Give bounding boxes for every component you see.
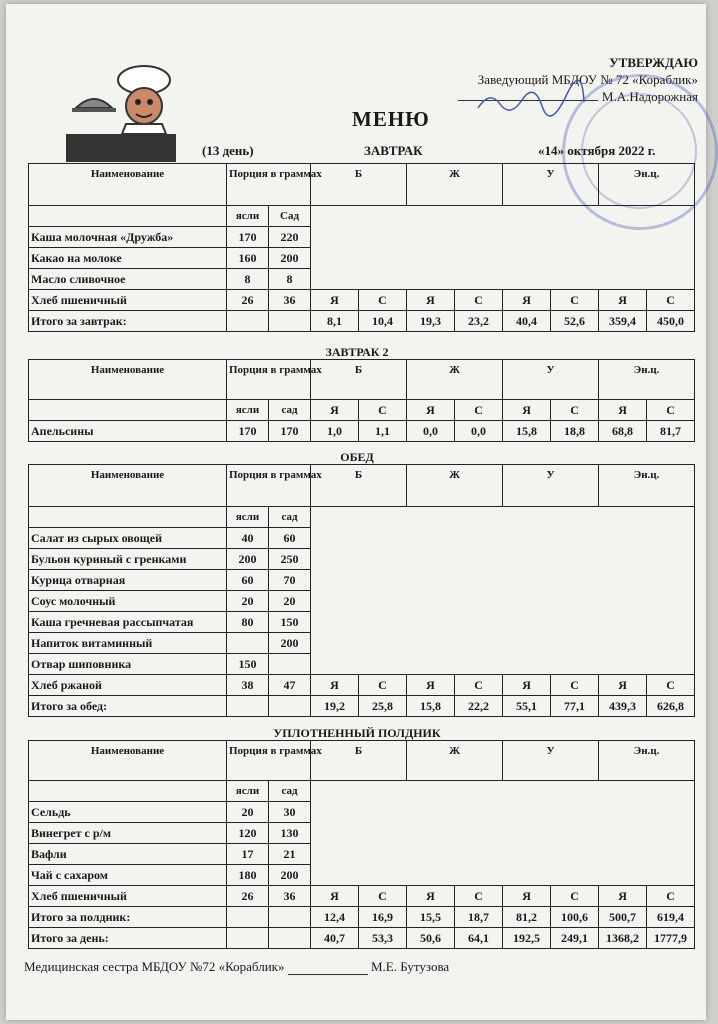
dish-name: Салат из сырых овощей [29,528,227,549]
col-nursery: Я [311,886,359,907]
col-kindergarten: С [359,290,407,311]
sub-kindergarten: сад [269,507,311,528]
approval-name: М.А.Надорожная [601,89,698,104]
portion-nursery: 160 [227,248,269,269]
col-kindergarten: С [647,675,695,696]
handwritten-signature [476,88,586,114]
nutrient-value: 15,8 [503,421,551,442]
portion-kindergarten: 220 [269,227,311,248]
header-energy: Эн.ц. [599,741,695,781]
blank-cell [269,696,311,717]
col-kindergarten: С [455,675,503,696]
blank-cell [29,206,227,227]
day-total-row [29,928,695,949]
col-nursery: Я [503,400,551,421]
portion-nursery: 170 [227,227,269,248]
col-kindergarten: С [359,675,407,696]
total-row [29,696,695,717]
table-row [29,675,695,696]
total-value: 22,2 [455,696,503,717]
blank-cell [269,907,311,928]
dish-name: Каша молочная «Дружба» [29,227,227,248]
col-nursery: Я [407,290,455,311]
portion-kindergarten: 21 [269,844,311,865]
col-nursery: Я [503,290,551,311]
portion-nursery: 20 [227,802,269,823]
dish-name: Бульон куриный с гренками [29,549,227,570]
footer-signer: Медицинская сестра МБДОУ №72 «Кораблик» [24,959,285,974]
total-label: Итого за завтрак: [29,311,227,332]
day-number: (13 день) [202,143,254,158]
section-breakfast: ЗАВТРАК [364,143,423,158]
menu-date: «14» октября 2022 г. [538,143,656,158]
header-proteins: Б [311,465,407,507]
blank-cell [227,907,269,928]
col-nursery: Я [599,290,647,311]
menu-sheet [6,4,706,1020]
header-carbs: У [503,465,599,507]
table-row [29,886,695,907]
col-nursery: Я [503,886,551,907]
total-value: 18,7 [455,907,503,928]
dish-name: Хлеб ржаной [29,675,227,696]
portion-kindergarten [269,654,311,675]
portion-kindergarten: 36 [269,886,311,907]
portion-kindergarten: 8 [269,269,311,290]
col-nursery: Я [311,675,359,696]
total-value: 8,1 [311,311,359,332]
dish-name: Сельдь [29,802,227,823]
col-nursery: Я [407,886,455,907]
total-value: 25,8 [359,696,407,717]
sub-kindergarten: сад [269,781,311,802]
portion-nursery: 80 [227,612,269,633]
dish-name: Винегрет с р/м [29,823,227,844]
header-proteins: Б [311,360,407,400]
total-label: Итого за обед: [29,696,227,717]
col-kindergarten: С [551,400,599,421]
col-nursery: Я [503,675,551,696]
col-kindergarten: С [359,400,407,421]
day-total-label: Итого за день: [29,928,227,949]
header-fats: Ж [407,360,503,400]
blank-area [311,781,695,886]
portion-nursery: 200 [227,549,269,570]
portion-kindergarten: 200 [269,865,311,886]
dish-name: Хлеб пшеничный [29,290,227,311]
total-value: 19,2 [311,696,359,717]
table-row [29,290,695,311]
header-carbs: У [503,360,599,400]
blank-cell [269,311,311,332]
chef-illustration [66,62,186,162]
dish-name: Вафли [29,844,227,865]
header-name: Наименование [29,360,227,400]
nutrient-value: 1,1 [359,421,407,442]
approval-title: УТВЕРЖДАЮ [609,55,698,70]
col-nursery: Я [407,400,455,421]
portion-nursery: 180 [227,865,269,886]
total-value: 359,4 [599,311,647,332]
sub-kindergarten: сад [269,400,311,421]
blank-cell [29,400,227,421]
portion-nursery: 40 [227,528,269,549]
portion-nursery: 8 [227,269,269,290]
day-total-value: 1368,2 [599,928,647,949]
col-nursery: Я [407,675,455,696]
nutrient-value: 18,8 [551,421,599,442]
portion-kindergarten: 150 [269,612,311,633]
portion-kindergarten: 250 [269,549,311,570]
portion-nursery [227,633,269,654]
portion-kindergarten: 60 [269,528,311,549]
portion-kindergarten: 70 [269,570,311,591]
blank-cell [227,311,269,332]
header-carbs: У [503,741,599,781]
total-value: 16,9 [359,907,407,928]
header-fats: Ж [407,465,503,507]
dish-name: Соус молочный [29,591,227,612]
portion-kindergarten: 30 [269,802,311,823]
total-value: 81,2 [503,907,551,928]
portion-nursery: 150 [227,654,269,675]
sub-nursery: ясли [227,206,269,227]
total-value: 10,4 [359,311,407,332]
col-nursery: Я [311,290,359,311]
breakfast2-table [28,359,695,442]
header-portion: Порция в граммах [227,360,311,400]
day-total-value: 53,3 [359,928,407,949]
header-proteins: Б [311,741,407,781]
total-value: 500,7 [599,907,647,928]
snack-table [28,740,695,949]
portion-nursery: 38 [227,675,269,696]
portion-kindergarten: 20 [269,591,311,612]
total-value: 12,4 [311,907,359,928]
header-energy: Эн.ц. [599,465,695,507]
portion-nursery: 17 [227,844,269,865]
col-nursery: Я [599,675,647,696]
col-kindergarten: С [455,290,503,311]
header-energy: Эн.ц. [599,164,695,206]
lunch-table [28,464,695,717]
total-value: 15,8 [407,696,455,717]
nutrient-value: 81,7 [647,421,695,442]
dish-name: Апельсины [29,421,227,442]
total-value: 23,2 [455,311,503,332]
header-name: Наименование [29,164,227,206]
page-title: МЕНЮ [352,107,430,131]
portion-kindergarten: 47 [269,675,311,696]
section-lunch: ОБЕД [340,450,374,464]
section-snack: УПЛОТНЕННЫЙ ПОЛДНИК [273,726,441,740]
dish-name: Каша гречневая рассыпчатая [29,612,227,633]
day-total-value: 40,7 [311,928,359,949]
col-kindergarten: С [551,886,599,907]
header-portion: Порция в граммах [227,164,311,206]
col-nursery: Я [599,886,647,907]
header-name: Наименование [29,465,227,507]
total-value: 40,4 [503,311,551,332]
sub-nursery: ясли [227,781,269,802]
blank-cell [29,781,227,802]
col-kindergarten: С [647,886,695,907]
total-row [29,311,695,332]
nutrient-value: 1,0 [311,421,359,442]
day-total-value: 1777,9 [647,928,695,949]
dish-name: Чай с сахаром [29,865,227,886]
portion-kindergarten: 130 [269,823,311,844]
blank-cell [269,928,311,949]
dish-name: Какао на молоке [29,248,227,269]
portion-nursery: 170 [227,421,269,442]
col-kindergarten: С [551,290,599,311]
portion-kindergarten: 200 [269,633,311,654]
blank-cell [227,928,269,949]
portion-nursery: 60 [227,570,269,591]
sub-nursery: ясли [227,507,269,528]
total-value: 100,6 [551,907,599,928]
portion-nursery: 26 [227,886,269,907]
header-portion: Порция в граммах [227,741,311,781]
sub-nursery: ясли [227,400,269,421]
dish-name: Напиток витаминный [29,633,227,654]
portion-kindergarten: 36 [269,290,311,311]
total-row [29,907,695,928]
total-value: 15,5 [407,907,455,928]
total-value: 439,3 [599,696,647,717]
day-total-value: 249,1 [551,928,599,949]
approval-position: Заведующий МБДОУ № 72 «Кораблик» [477,72,698,87]
day-total-value: 64,1 [455,928,503,949]
total-value: 619,4 [647,907,695,928]
portion-nursery: 26 [227,290,269,311]
total-value: 55,1 [503,696,551,717]
total-value: 450,0 [647,311,695,332]
total-value: 19,3 [407,311,455,332]
day-total-value: 50,6 [407,928,455,949]
col-nursery: Я [311,400,359,421]
header-fats: Ж [407,741,503,781]
dish-name: Масло сливочное [29,269,227,290]
total-value: 626,8 [647,696,695,717]
dish-name: Курица отварная [29,570,227,591]
header-carbs: У [503,164,599,206]
footer-name: М.Е. Бутузова [370,959,450,974]
day-total-value: 192,5 [503,928,551,949]
footer-signature [24,959,449,975]
table-row [29,421,695,442]
col-kindergarten: С [551,675,599,696]
col-kindergarten: С [455,886,503,907]
sub-kindergarten: Сад [269,206,311,227]
blank-area [311,507,695,675]
footer-signature-line [288,974,368,975]
blank-area [311,206,695,290]
header-energy: Эн.ц. [599,360,695,400]
col-kindergarten: С [647,290,695,311]
header-proteins: Б [311,164,407,206]
header-portion: Порция в граммах [227,465,311,507]
portion-nursery: 20 [227,591,269,612]
total-value: 52,6 [551,311,599,332]
nutrient-value: 0,0 [455,421,503,442]
total-value: 77,1 [551,696,599,717]
header-fats: Ж [407,164,503,206]
portion-kindergarten: 200 [269,248,311,269]
section-breakfast-2: ЗАВТРАК 2 [325,345,389,359]
dish-name: Отвар шиповника [29,654,227,675]
header-name: Наименование [29,741,227,781]
portion-kindergarten: 170 [269,421,311,442]
col-kindergarten: С [455,400,503,421]
col-kindergarten: С [359,886,407,907]
col-kindergarten: С [647,400,695,421]
dish-name: Хлеб пшеничный [29,886,227,907]
breakfast-table [28,163,695,332]
col-nursery: Я [599,400,647,421]
nutrient-value: 68,8 [599,421,647,442]
blank-cell [29,507,227,528]
portion-nursery: 120 [227,823,269,844]
blank-cell [227,696,269,717]
total-label: Итого за полдник: [29,907,227,928]
nutrient-value: 0,0 [407,421,455,442]
